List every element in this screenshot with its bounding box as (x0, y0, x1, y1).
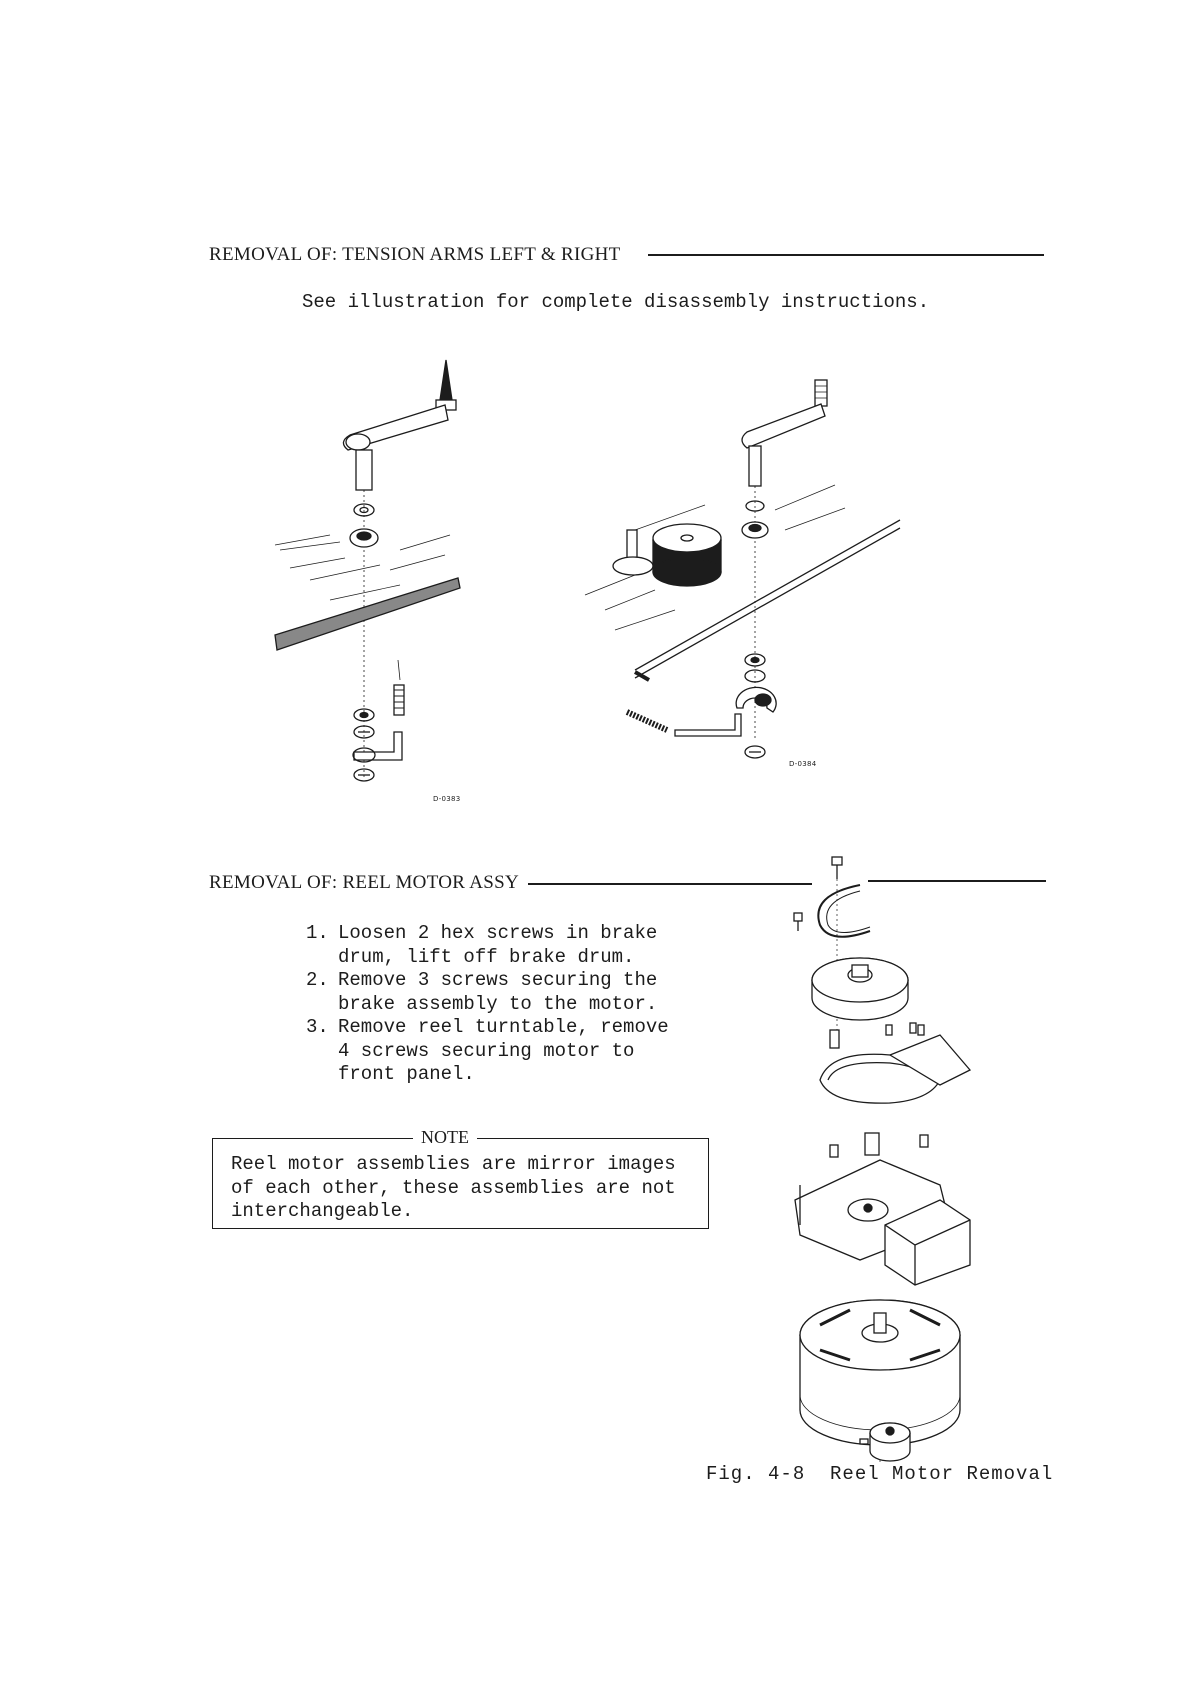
step-number: 1. (306, 922, 329, 944)
figure-caption: Fig. 4-8 Reel Motor Removal (706, 1463, 1054, 1485)
step-item (306, 922, 669, 969)
step-number: 3. (306, 1016, 329, 1038)
step-item (306, 969, 669, 1016)
reel-motor-exploded-illustration (790, 855, 980, 1465)
reel-motor-heading: REMOVAL OF: REEL MOTOR ASSY (209, 872, 520, 893)
step-text: Remove 3 screws securing the brake assembly to the motor. (338, 969, 658, 1015)
note-box (212, 1127, 709, 1229)
left-figure-code: D-0383 (433, 795, 461, 803)
reel-heading-rule-left (528, 883, 812, 885)
tension-arms-heading: REMOVAL OF: TENSION ARMS LEFT & RIGHT (209, 244, 621, 265)
step-text: Remove reel turntable, remove 4 screws securing motor to front panel. (338, 1016, 669, 1085)
step-text: Loosen 2 hex screws in brake drum, lift off brake drum. (338, 922, 658, 968)
reel-motor-steps (306, 922, 669, 1087)
right-tension-arm-illustration (575, 370, 905, 790)
note-text: Reel motor assemblies are mirror images of each other, these assemblies are not interchangeable. (231, 1153, 676, 1222)
right-figure-code: D-0384 (789, 760, 817, 768)
step-item (306, 1016, 669, 1087)
step-number: 2. (306, 969, 329, 991)
tension-heading-rule (648, 254, 1044, 256)
note-title: NOTE (413, 1127, 477, 1148)
tension-instruction: See illustration for complete disassembly instructions. (302, 291, 930, 313)
